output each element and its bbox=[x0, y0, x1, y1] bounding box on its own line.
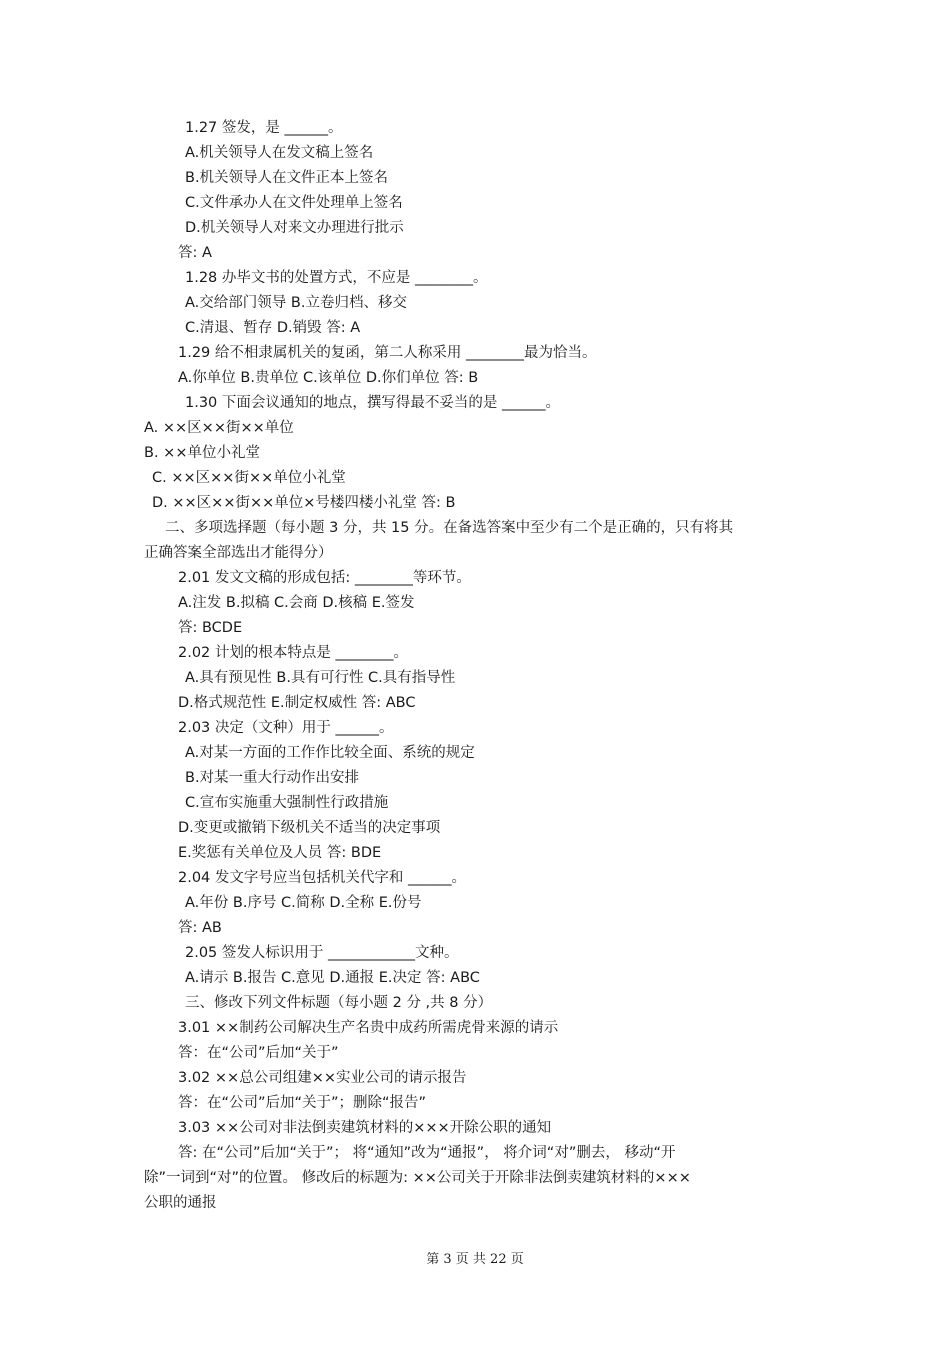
text-line: E.奖惩有关单位及人员 答: BDE bbox=[178, 845, 382, 861]
text-line: 3.02 ××总公司组建××实业公司的请示报告 bbox=[178, 1070, 467, 1086]
text-line: D.机关领导人对来文办理进行批示 bbox=[185, 220, 404, 236]
text-line: B.机关领导人在文件正本上签名 bbox=[185, 170, 389, 186]
text-line: 2.03 决定（文种）用于 ______。 bbox=[178, 720, 394, 736]
text-line: 3.03 ××公司对非法倒卖建筑材料的×××开除公职的通知 bbox=[178, 1120, 552, 1136]
text-line: 答: A bbox=[178, 245, 212, 261]
text-line: 公职的通报 bbox=[144, 1195, 217, 1211]
text-line: 2.01 发文文稿的形成包括: ________等环节。 bbox=[178, 570, 471, 586]
text-line: 2.02 计划的根本特点是 ________。 bbox=[178, 645, 409, 661]
text-line: A.年份 B.序号 C.简称 D.全称 E.份号 bbox=[185, 895, 422, 911]
text-line: B.对某一重大行动作出安排 bbox=[185, 770, 360, 786]
text-line: 三、修改下列文件标题（每小题 2 分 ,共 8 分） bbox=[185, 995, 493, 1011]
text-line: 正确答案全部选出才能得分） bbox=[144, 545, 333, 561]
text-line: D.格式规范性 E.制定权威性 答: ABC bbox=[178, 695, 416, 711]
text-line: A.请示 B.报告 C.意见 D.通报 E.决定 答: ABC bbox=[185, 970, 480, 986]
text-line: 1.28 办毕文书的处置方式，不应是 ________。 bbox=[185, 270, 488, 286]
text-line: A.注发 B.拟稿 C.会商 D.核稿 E.签发 bbox=[178, 595, 415, 611]
text-line: A.交给部门领导 B.立卷归档、移交 bbox=[185, 295, 407, 311]
text-line: C. ××区××街××单位小礼堂 bbox=[152, 470, 346, 486]
text-line: 答: AB bbox=[178, 920, 222, 936]
text-line: C.宣布实施重大强制性行政措施 bbox=[185, 795, 389, 811]
page-footer: 第 3 页 共 22 页 bbox=[426, 1252, 524, 1267]
text-line: 答：在“公司”后加“关于”；删除“报告” bbox=[178, 1095, 427, 1111]
text-line: 1.30 下面会议通知的地点，撰写得最不妥当的是 ______。 bbox=[185, 395, 561, 411]
text-line: A.对某一方面的工作作比较全面、系统的规定 bbox=[185, 745, 475, 761]
text-line: 2.04 发文字号应当包括机关代字和 ______。 bbox=[178, 870, 467, 886]
text-line: C.文件承办人在文件处理单上签名 bbox=[185, 195, 403, 211]
text-line: D. ××区××街××单位×号楼四楼小礼堂 答: B bbox=[152, 495, 456, 511]
text-line: A.你单位 B.贵单位 C.该单位 D.你们单位 答: B bbox=[178, 370, 479, 386]
text-line: 答: BCDE bbox=[178, 620, 243, 636]
text-line: 1.27 签发，是 ______。 bbox=[185, 120, 343, 136]
text-line: 3.01 ××制药公司解决生产名贵中成药所需虎骨来源的请示 bbox=[178, 1020, 559, 1036]
text-line: A.具有预见性 B.具有可行性 C.具有指导性 bbox=[185, 670, 456, 686]
text-line: 除”一词到“对”的位置。 修改后的标题为: ××公司关于开除非法倒卖建筑材料的××× bbox=[144, 1170, 691, 1186]
text-line: B. ××单位小礼堂 bbox=[144, 445, 260, 461]
text-line: C.清退、暂存 D.销毁 答: A bbox=[185, 320, 361, 336]
text-line: A.机关领导人在发文稿上签名 bbox=[185, 145, 374, 161]
text-line: 答: 在“公司”后加“关于”； 将“通知”改为“通报”， 将介词“对”删去， 移动“开 bbox=[178, 1145, 676, 1161]
text-line: D.变更或撤销下级机关不适当的决定事项 bbox=[178, 820, 441, 836]
text-line: 二、多项选择题（每小题 3 分，共 15 分。在备选答案中至少有二个是正确的，只有将其 bbox=[165, 520, 734, 536]
text-line: 答：在“公司”后加“关于” bbox=[178, 1045, 339, 1061]
text-line: 2.05 签发人标识用于 ____________文种。 bbox=[185, 945, 459, 961]
text-line: A. ××区××街××单位 bbox=[144, 420, 294, 436]
text-line: 1.29 给不相隶属机关的复函，第二人称采用 ________最为恰当。 bbox=[178, 345, 597, 361]
